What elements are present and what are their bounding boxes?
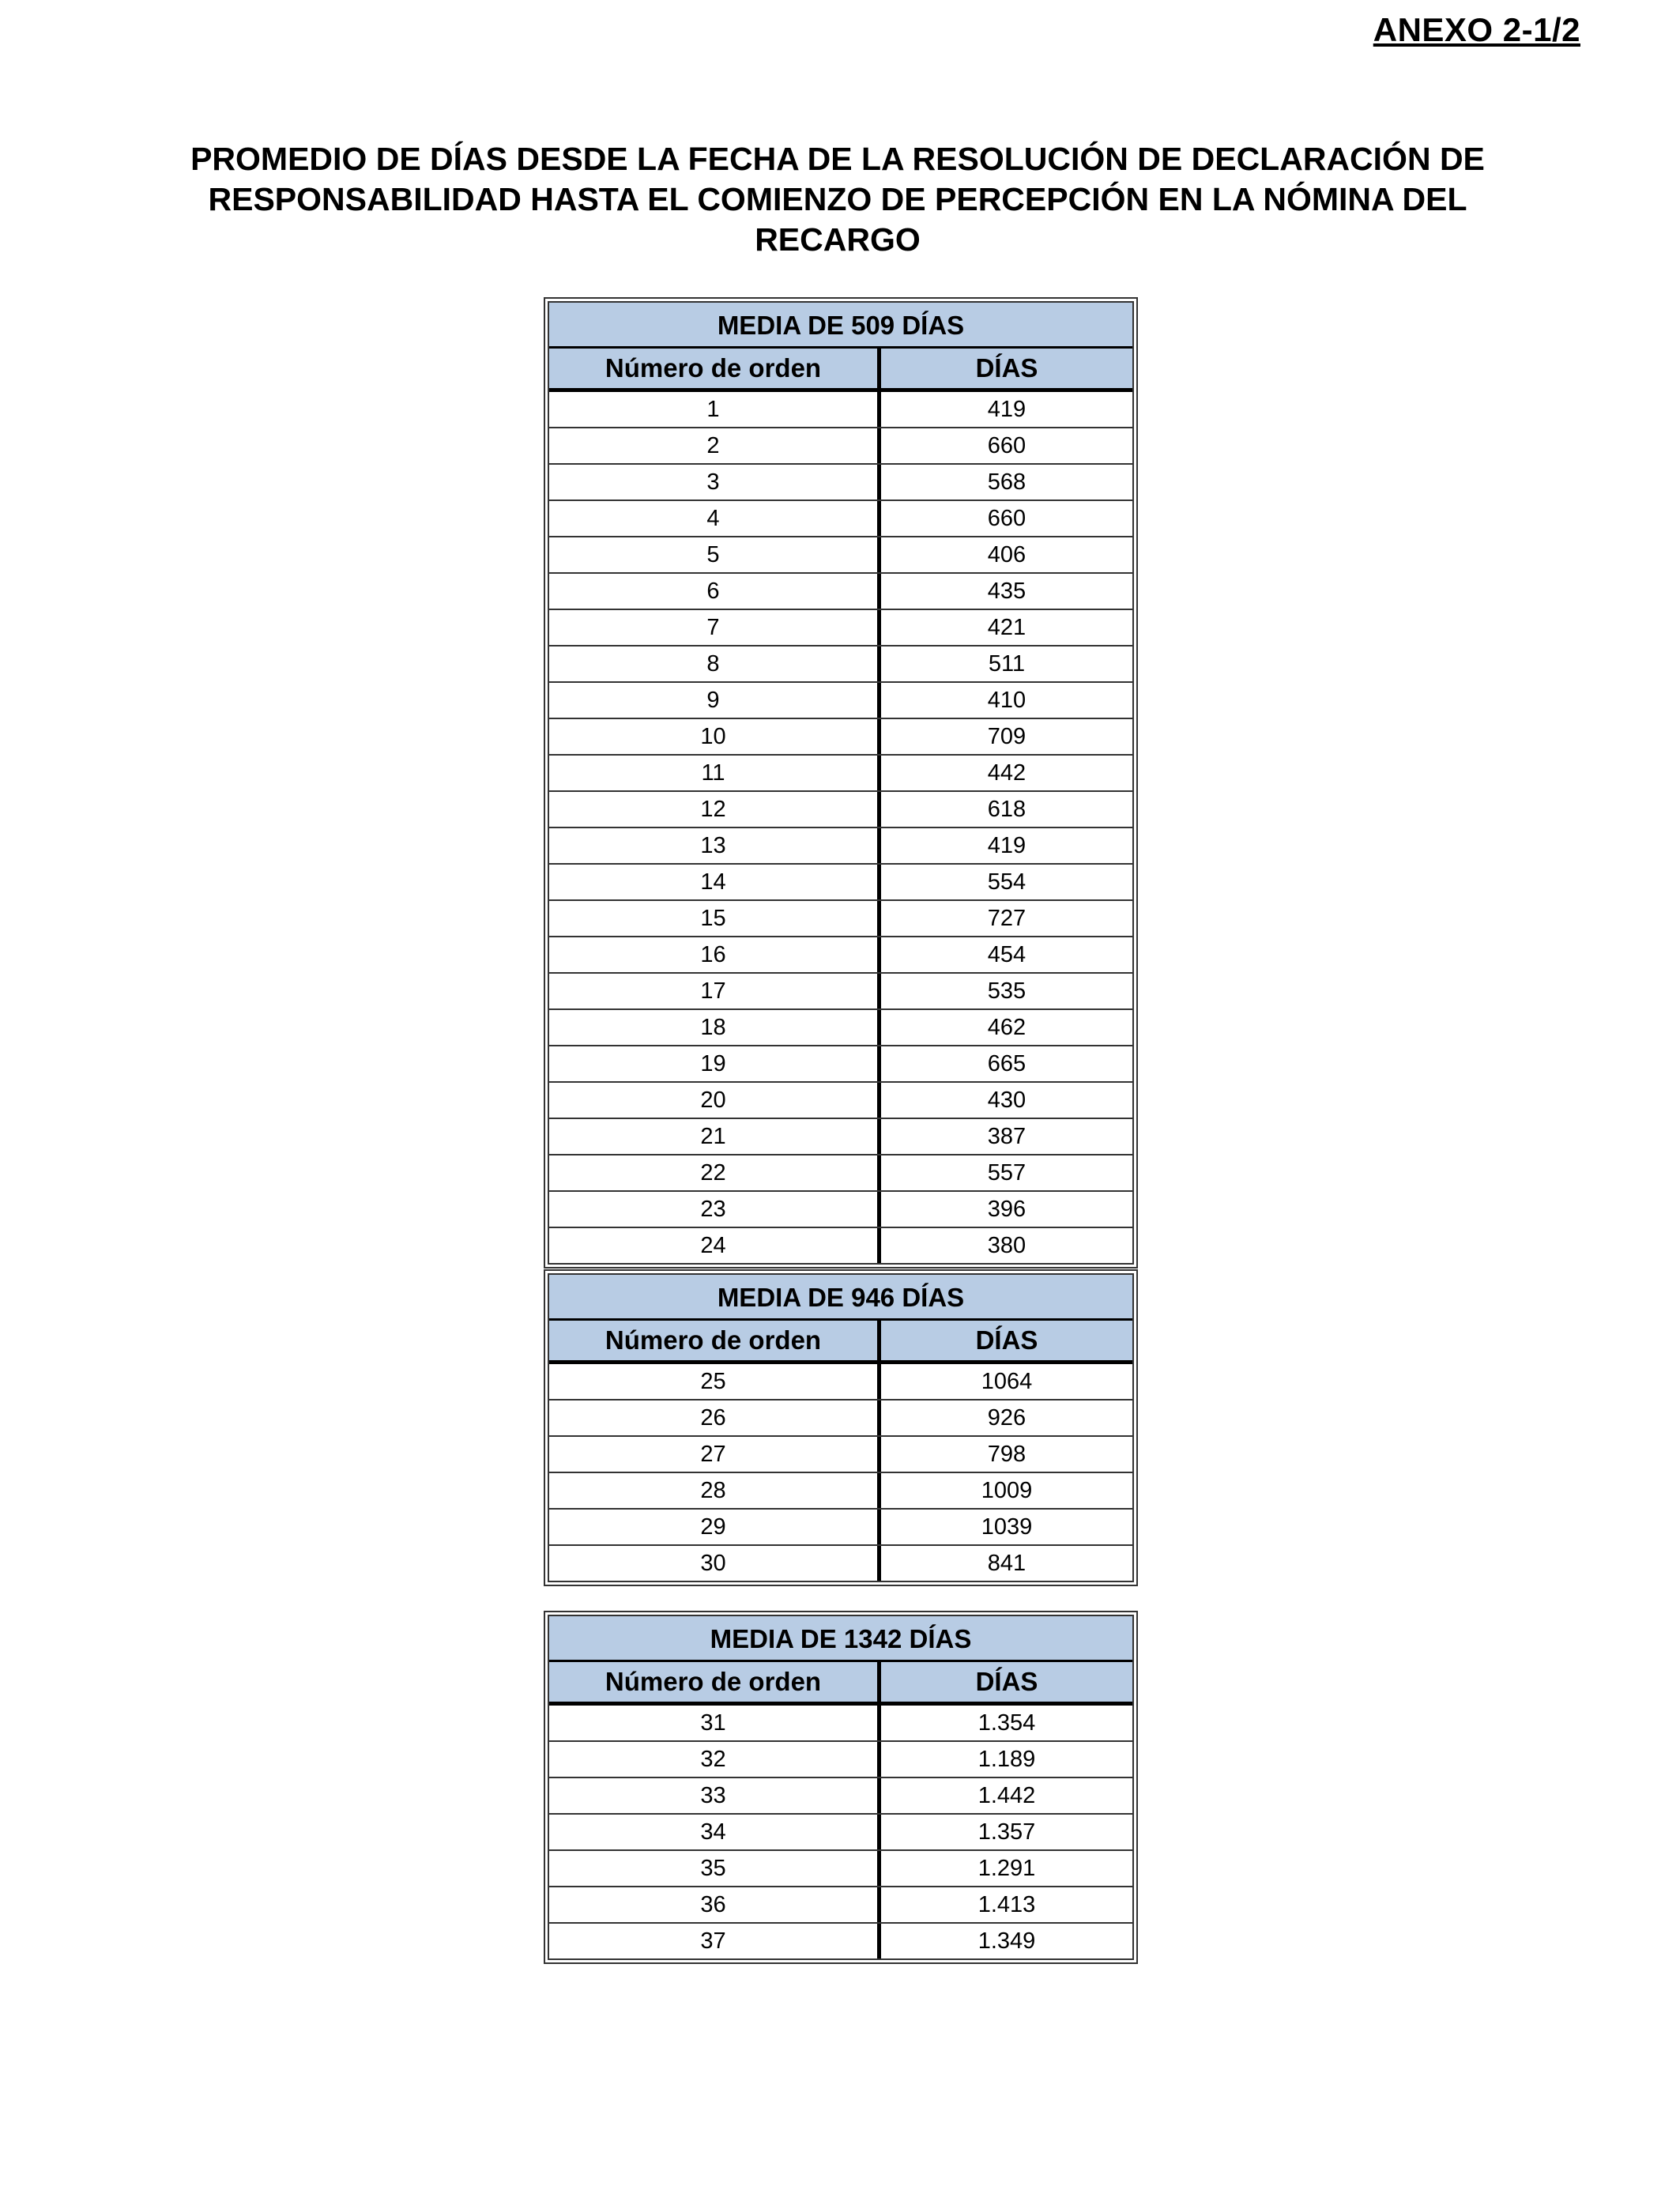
cell-days: 419	[987, 396, 1026, 422]
table-row	[549, 392, 1132, 428]
cell-days: 1039	[981, 1514, 1033, 1540]
table-row	[549, 1778, 1132, 1815]
column-header-row	[549, 349, 1132, 392]
cell-days: 396	[987, 1196, 1026, 1222]
cell-order-number: 22	[549, 1155, 881, 1190]
cell-days: 1009	[981, 1477, 1033, 1503]
cell-order-number: 23	[549, 1192, 881, 1227]
cell-order-number: 2	[549, 428, 881, 463]
table-row	[549, 974, 1132, 1010]
table-row	[549, 428, 1132, 465]
table-row	[549, 937, 1132, 974]
table-media-946	[544, 1269, 1138, 1586]
cell-order-number: 28	[549, 1473, 881, 1508]
table-row	[549, 1887, 1132, 1924]
cell-days: 387	[987, 1123, 1026, 1149]
table-row	[549, 647, 1132, 683]
cell-order-number: 18	[549, 1010, 881, 1045]
cell-order-number: 21	[549, 1119, 881, 1154]
cell-days: 554	[987, 869, 1026, 895]
table-row	[549, 1437, 1132, 1473]
table-body	[549, 1364, 1132, 1581]
cell-days: 1064	[981, 1368, 1033, 1394]
table-row	[549, 1924, 1132, 1958]
cell-days: 380	[987, 1232, 1026, 1258]
cell-days: 798	[987, 1441, 1026, 1467]
table-row	[549, 610, 1132, 647]
cell-order-number: 15	[549, 901, 881, 936]
table-row	[549, 1706, 1132, 1742]
table-heading: MEDIA DE 1342 DÍAS	[549, 1616, 1132, 1662]
cell-order-number: 17	[549, 974, 881, 1008]
table-row	[549, 1192, 1132, 1228]
cell-days: 454	[987, 941, 1026, 967]
column-header-order: Número de orden	[549, 1662, 881, 1702]
cell-order-number: 34	[549, 1815, 881, 1849]
cell-order-number: 6	[549, 574, 881, 609]
cell-days: 568	[987, 469, 1026, 495]
column-header-days: DÍAS	[975, 353, 1038, 383]
cell-days: 410	[987, 687, 1026, 713]
table-body	[549, 1706, 1132, 1958]
cell-days: 535	[987, 978, 1026, 1004]
cell-days: 665	[987, 1050, 1026, 1076]
table-row	[549, 1155, 1132, 1192]
cell-order-number: 26	[549, 1400, 881, 1435]
column-header-row	[549, 1662, 1132, 1706]
table-row	[549, 901, 1132, 937]
column-header-order: Número de orden	[549, 349, 881, 388]
table-row	[549, 1510, 1132, 1546]
table-row	[549, 865, 1132, 901]
column-header-days: DÍAS	[975, 1325, 1038, 1355]
cell-days: 1.354	[977, 1710, 1036, 1736]
cell-order-number: 10	[549, 719, 881, 754]
cell-days: 1.442	[977, 1782, 1036, 1808]
cell-days: 926	[987, 1404, 1026, 1431]
cell-order-number: 27	[549, 1437, 881, 1472]
table-row	[549, 1400, 1132, 1437]
cell-order-number: 19	[549, 1046, 881, 1081]
cell-days: 709	[987, 723, 1026, 749]
cell-order-number: 33	[549, 1778, 881, 1813]
cell-order-number: 35	[549, 1851, 881, 1886]
table-row	[549, 501, 1132, 537]
table-row	[549, 537, 1132, 574]
cell-order-number: 8	[549, 647, 881, 681]
cell-order-number: 12	[549, 792, 881, 827]
cell-days: 618	[987, 796, 1026, 822]
column-header-row	[549, 1321, 1132, 1364]
page-title: PROMEDIO DE DÍAS DESDE LA FECHA DE LA RESOLUCIÓN DE DECLARACIÓN DE RESPONSABILIDAD HASTA EL COMIENZO DE PERCEPCIÓN EN LA NÓMINA DEL RECARGO	[190, 141, 1485, 258]
table-row	[549, 1010, 1132, 1046]
cell-days: 430	[987, 1087, 1026, 1113]
cell-order-number: 7	[549, 610, 881, 645]
table-row	[549, 1815, 1132, 1851]
cell-days: 421	[987, 614, 1026, 640]
cell-order-number: 11	[549, 756, 881, 790]
cell-order-number: 16	[549, 937, 881, 972]
cell-days: 557	[987, 1159, 1026, 1186]
table-media-509	[544, 297, 1138, 1269]
cell-order-number: 24	[549, 1228, 881, 1263]
cell-days: 435	[987, 578, 1026, 604]
table-body	[549, 392, 1132, 1263]
table-heading: MEDIA DE 946 DÍAS	[549, 1275, 1132, 1321]
table-row	[549, 1119, 1132, 1155]
cell-order-number: 5	[549, 537, 881, 572]
cell-days: 841	[987, 1550, 1026, 1576]
table-row	[549, 792, 1132, 828]
cell-order-number: 9	[549, 683, 881, 718]
table-row	[549, 574, 1132, 610]
table-media-1342	[544, 1611, 1138, 1964]
table-heading: MEDIA DE 509 DÍAS	[549, 303, 1132, 349]
table-row	[549, 1228, 1132, 1263]
cell-days: 511	[988, 650, 1026, 677]
cell-order-number: 37	[549, 1924, 881, 1958]
cell-days: 419	[987, 832, 1026, 858]
cell-order-number: 32	[549, 1742, 881, 1777]
cell-order-number: 25	[549, 1364, 881, 1399]
cell-order-number: 13	[549, 828, 881, 863]
cell-order-number: 29	[549, 1510, 881, 1544]
annex-label: ANEXO 2-1/2	[1373, 11, 1580, 48]
table-row	[549, 1473, 1132, 1510]
cell-order-number: 30	[549, 1546, 881, 1581]
table-row	[549, 465, 1132, 501]
cell-days: 1.357	[977, 1819, 1036, 1845]
cell-days: 1.291	[977, 1855, 1036, 1881]
column-header-order: Número de orden	[549, 1321, 881, 1360]
cell-order-number: 20	[549, 1083, 881, 1118]
cell-order-number: 3	[549, 465, 881, 499]
cell-order-number: 31	[549, 1706, 881, 1740]
column-header-days: DÍAS	[975, 1667, 1038, 1696]
table-row	[549, 1546, 1132, 1581]
table-row	[549, 683, 1132, 719]
cell-days: 442	[987, 760, 1026, 786]
cell-days: 1.349	[977, 1928, 1036, 1954]
table-row	[549, 1083, 1132, 1119]
cell-order-number: 1	[549, 392, 881, 427]
cell-days: 660	[987, 432, 1026, 458]
cell-days: 660	[987, 505, 1026, 531]
cell-days: 727	[987, 905, 1026, 931]
cell-order-number: 4	[549, 501, 881, 536]
cell-days: 1.413	[977, 1891, 1036, 1917]
table-row	[549, 1851, 1132, 1887]
table-row	[549, 756, 1132, 792]
table-row	[549, 828, 1132, 865]
table-row	[549, 1742, 1132, 1778]
cell-order-number: 36	[549, 1887, 881, 1922]
table-row	[549, 1364, 1132, 1400]
cell-order-number: 14	[549, 865, 881, 899]
table-row	[549, 719, 1132, 756]
cell-days: 1.189	[977, 1746, 1036, 1772]
table-row	[549, 1046, 1132, 1083]
cell-days: 406	[987, 541, 1026, 567]
cell-days: 462	[987, 1014, 1026, 1040]
